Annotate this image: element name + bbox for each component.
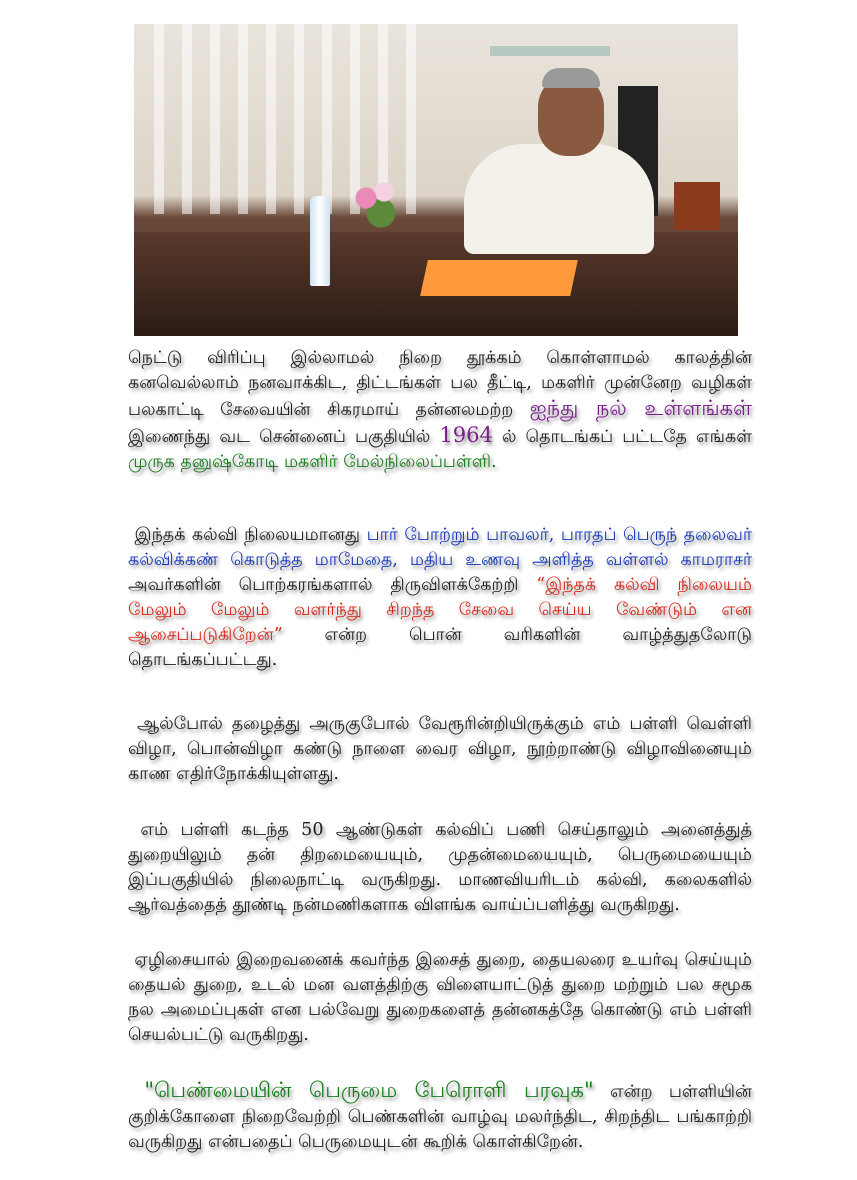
p1-school-name: முருக தனுஷ்கோடி மகளிர் மேல்நிலைப்பள்ளி. <box>128 452 497 472</box>
window-blind <box>154 24 164 214</box>
window-blind <box>266 24 276 214</box>
wall-shelf <box>490 46 610 56</box>
paragraph-motto <box>128 1078 752 1155</box>
p6-text-b: என்ற பள்ளியின் குறிக்கோளை நிறைவேற்றி பெண்களின் வாழ்வு மலர்ந்திட, சிறந்திட பங்காற்றி வருகிறது என்பதைப் பெருமையுடன் கூறிக் கொள்கிறேன். <box>128 1082 752 1152</box>
window-blind <box>182 24 192 214</box>
p1-text-a: நெட்டு விரிப்பு இல்லாமல் நிறை தூக்கம் கொள்ளாமல் காலத்தின் கனவெல்லாம் நனவாக்கிட, திட்டங்கள் பல தீட்டி, மகளிர் முன்னேற வழிகள் பலகாட்டி சேவையின் சிகரமாய் தன்னலமற்ற <box>128 348 752 420</box>
principal-photo <box>134 24 738 336</box>
p2-quote: “இந்தக் கல்வி நிலையம் மேலும் மேலும் வளர்ந்து சிறந்த சேவை செய்ய வேண்டும் என ஆசைப்படுகிறேன்” <box>128 575 752 645</box>
p2-text-e: என்ற பொன் வரிகளின் வாழ்த்துதலோடு தொடங்கப்பட்டது. <box>128 625 752 670</box>
p2-text-c: அவர்களின் பொற்கரங்களால் திருவிளக்கேற்றி <box>128 575 537 595</box>
flower-vase <box>348 174 408 234</box>
window-blind <box>238 24 248 214</box>
paragraph-history <box>128 346 752 475</box>
orange-folder <box>420 260 578 296</box>
p5-text: ஏழிசையால் இறைவனைக் கவர்ந்த இசைத் துறை, தையலரை உயர்வு செய்யும் தையல் துறை, உடல் மன வளத்திற்கு விளையாட்டுத் துறை மற்றும் பல சமூக நல அமைப்புகள் என பல்வேறு துறைகளைத் தன்னகத்தே கொண்டு எம் பள்ளி செயல்பட்டு வருகிறது. <box>128 950 752 1045</box>
p2-text-a: இந்தக் கல்வி நிலையமானது <box>134 525 367 545</box>
p4-text: எம் பள்ளி கடந்த 50 ஆண்டுகள் கல்விப் பணி செய்தாலும் அனைத்துத் துறையிலும் தன் திறமையையும், முதன்மையையும், பெருமையையும் இப்பகுதியில் நிலைநாட்டி வருகிறது. மாணவியரிடம் கல்வி, கலைகளில் ஆர்வத்தைத் தூண்டி நன்மணிகளாக விளங்க வாய்ப்பளித்து வருகிறது. <box>128 820 752 915</box>
p2-kamarajar: பார் போற்றும் பாவலர், பாரதப் பெருந் தலைவர் கல்விக்கண் கொடுத்த மாமேதை, மதிய உணவு அளித்த வள்ளல் காமராசர் <box>128 525 752 570</box>
p1-five-founders: ஐந்து நல் உள்ளங்கள் <box>529 396 752 420</box>
person-hair <box>542 68 600 88</box>
window-blind <box>322 24 332 214</box>
p6-motto: "பெண்மையின் பெருமை பேரொளி பரவுக" <box>144 1078 594 1102</box>
paragraph-inauguration <box>128 523 752 673</box>
window-blind <box>294 24 304 214</box>
paragraph-jubilee <box>128 712 752 787</box>
p1-text-c: இணைந்து வட சென்னைப் பகுதியில் <box>128 427 440 447</box>
p3-text: ஆல்போல் தழைத்து அருகுபோல் வேரூரின்றியிருக்கும் எம் பள்ளி வெள்ளி விழா, பொன்விழா கண்டு நாளை வைர விழா, நூற்றாண்டு விழாவினையும் காண எதிர்நோக்கியுள்ளது. <box>128 714 752 784</box>
paragraph-departments <box>128 948 752 1048</box>
paragraph-achievements <box>128 818 752 918</box>
person-body <box>464 144 654 254</box>
water-bottle <box>310 196 330 286</box>
p1-text-e: ல் தொடங்கப் பட்டதே எங்கள் <box>492 427 752 447</box>
pen-holder <box>674 182 720 230</box>
p1-year: 1964 <box>439 423 493 447</box>
window-blind <box>210 24 220 214</box>
